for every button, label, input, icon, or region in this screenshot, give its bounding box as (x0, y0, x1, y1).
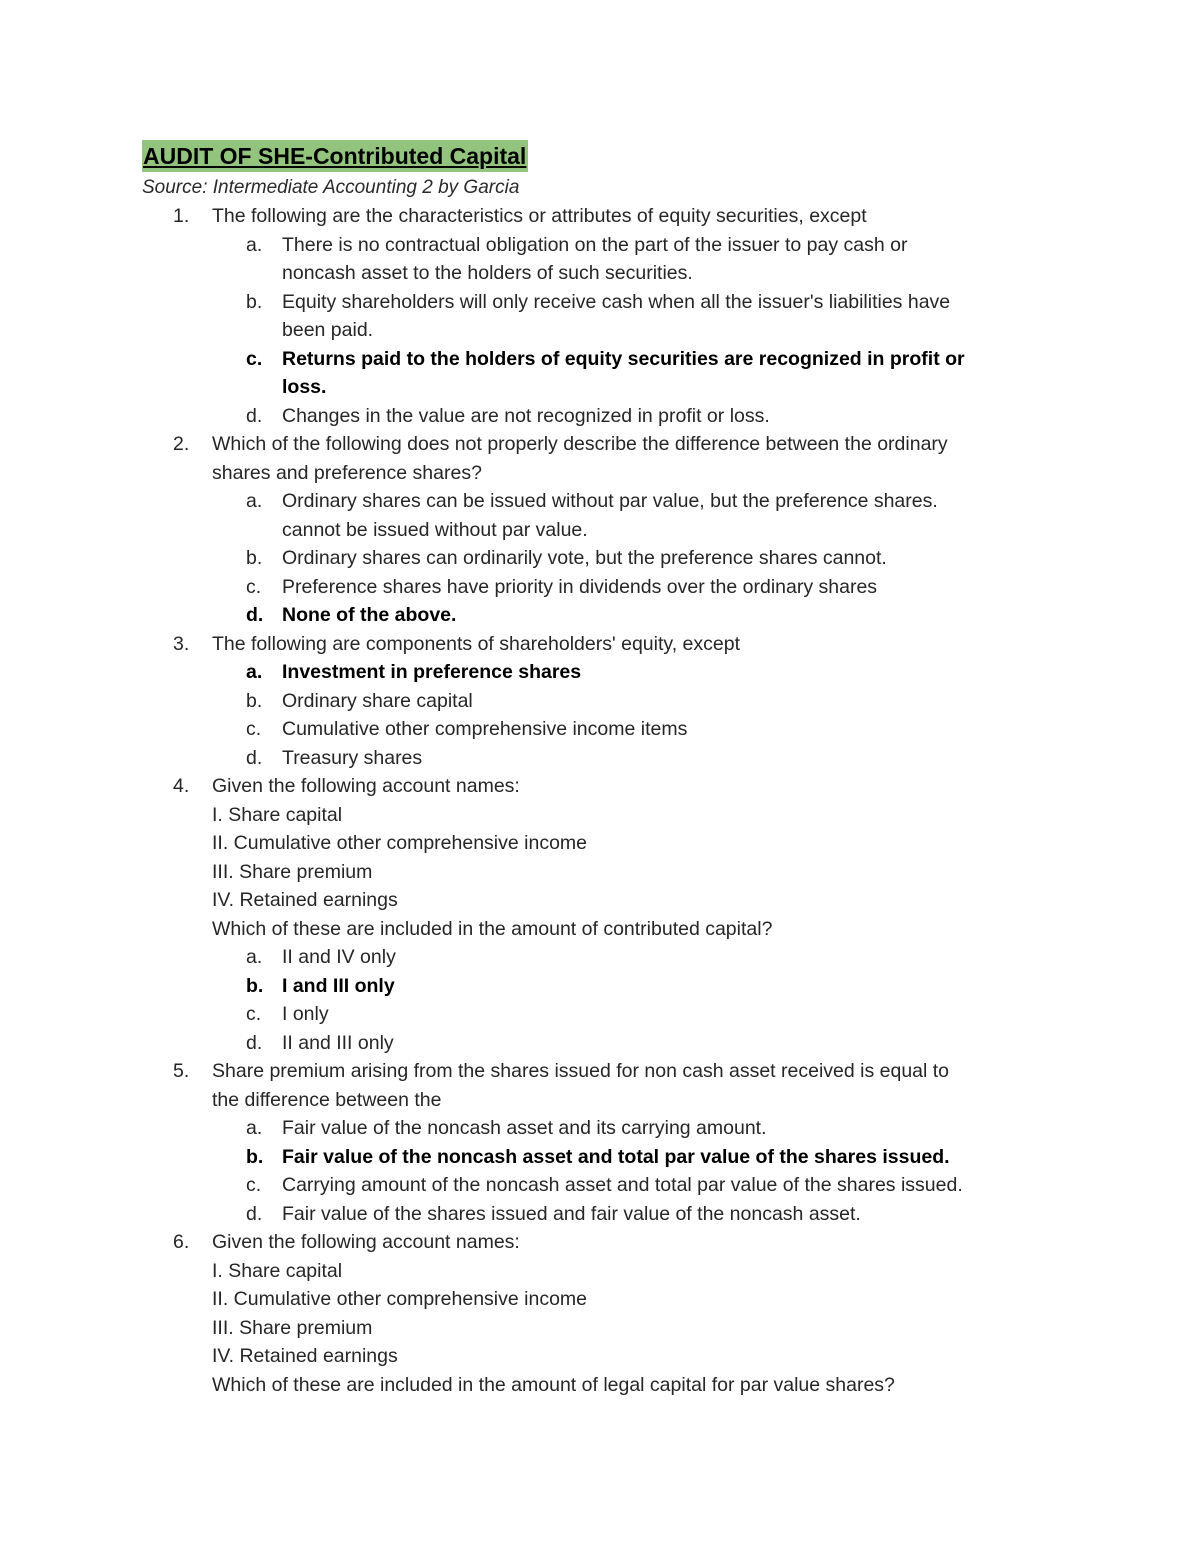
question-text: I. Share capital (212, 803, 343, 826)
question-number: 1. (173, 205, 190, 227)
question-text: Which of these are included in the amount of contributed capital? (212, 917, 773, 940)
option-letter: b. (246, 290, 263, 313)
option-letter: c. (246, 1174, 262, 1196)
question-number: 2. (173, 433, 190, 455)
question-text: II. Cumulative other comprehensive income (212, 832, 588, 854)
option-text: Preference shares have priority in dividends over the ordinary shares (282, 575, 878, 598)
correct-answer-text: I and III only (282, 974, 395, 997)
question-text: I. Share capital (212, 1259, 343, 1282)
option-letter: d. (246, 1031, 263, 1054)
option-text: Changes in the value are not recognized in profit or loss. (282, 404, 770, 427)
option-text: Equity shareholders will only receive cash when all the issuer's liabilities have (282, 290, 951, 313)
option-letter: a. (246, 661, 263, 683)
question-text: the difference between the (212, 1088, 442, 1111)
question-text: Given the following account names: (212, 1231, 520, 1253)
question-text: Share premium arising from the shares issued for non cash asset received is equal to (212, 1060, 950, 1082)
question-text: The following are the characteristics or attributes of equity securities, except (212, 205, 867, 227)
option-text: noncash asset to the holders of such securities. (282, 262, 693, 284)
option-letter: a. (246, 1117, 263, 1139)
question-text: Which of these are included in the amount of legal capital for par value shares? (212, 1373, 895, 1396)
option-letter: c. (246, 1003, 262, 1025)
correct-answer-text: loss. (282, 376, 327, 398)
question-text: Which of the following does not properly describe the difference between the ordinary (212, 433, 948, 455)
option-text: Ordinary share capital (282, 689, 473, 712)
option-letter: c. (246, 718, 262, 740)
correct-answer-text: Investment in preference shares (282, 661, 582, 683)
source-line: Source: Intermediate Accounting 2 by Garcia (142, 177, 520, 198)
option-letter: b. (246, 547, 263, 569)
question-text: Given the following account names: (212, 775, 520, 797)
option-letter: d. (246, 746, 263, 769)
option-letter: a. (246, 946, 263, 968)
question-text: II. Cumulative other comprehensive income (212, 1288, 588, 1310)
page-title: AUDIT OF SHE-Contributed Capital (142, 140, 528, 172)
option-text: II and III only (282, 1031, 394, 1054)
option-letter: c. (246, 347, 263, 370)
option-text: Cumulative other comprehensive income items (282, 718, 688, 740)
option-text: I only (282, 1003, 329, 1025)
option-letter: d. (246, 1202, 263, 1225)
option-letter: d. (246, 604, 264, 626)
option-text: Carrying amount of the noncash asset and total par value of the shares issued. (282, 1174, 963, 1196)
option-text: been paid. (282, 319, 374, 341)
question-text: The following are components of shareholders' equity, except (212, 632, 740, 655)
correct-answer-text: None of the above. (282, 604, 457, 626)
question-text: III. Share premium (212, 1316, 373, 1339)
option-text: Ordinary shares can be issued without par value, but the preference shares. (282, 490, 938, 512)
option-letter: a. (246, 233, 263, 256)
question-text: shares and preference shares? (212, 461, 482, 484)
question-number: 6. (173, 1231, 190, 1253)
question-number: 3. (173, 632, 190, 655)
question-text: IV. Retained earnings (212, 1345, 398, 1367)
question-number: 4. (173, 775, 190, 797)
option-text: Fair value of the noncash asset and its carrying amount. (282, 1117, 767, 1139)
question-number: 5. (173, 1060, 190, 1082)
option-text: Treasury shares (282, 746, 423, 769)
option-letter: b. (246, 689, 263, 712)
option-text: Ordinary shares can ordinarily vote, but the preference shares cannot. (282, 547, 887, 569)
option-letter: d. (246, 404, 263, 427)
question-text: IV. Retained earnings (212, 889, 398, 911)
option-text: II and IV only (282, 946, 396, 968)
correct-answer-text: Returns paid to the holders of equity securities are recognized in profit or (282, 347, 965, 370)
option-letter: a. (246, 490, 263, 512)
option-letter: c. (246, 575, 262, 598)
question-text: III. Share premium (212, 860, 373, 883)
option-text: Fair value of the shares issued and fair value of the noncash asset. (282, 1202, 861, 1225)
option-text: There is no contractual obligation on the part of the issuer to pay cash or (282, 233, 908, 256)
option-text: cannot be issued without par value. (282, 518, 588, 541)
option-letter: b. (246, 1145, 264, 1168)
option-letter: b. (246, 974, 264, 997)
correct-answer-text: Fair value of the noncash asset and total par value of the shares issued. (282, 1145, 950, 1168)
